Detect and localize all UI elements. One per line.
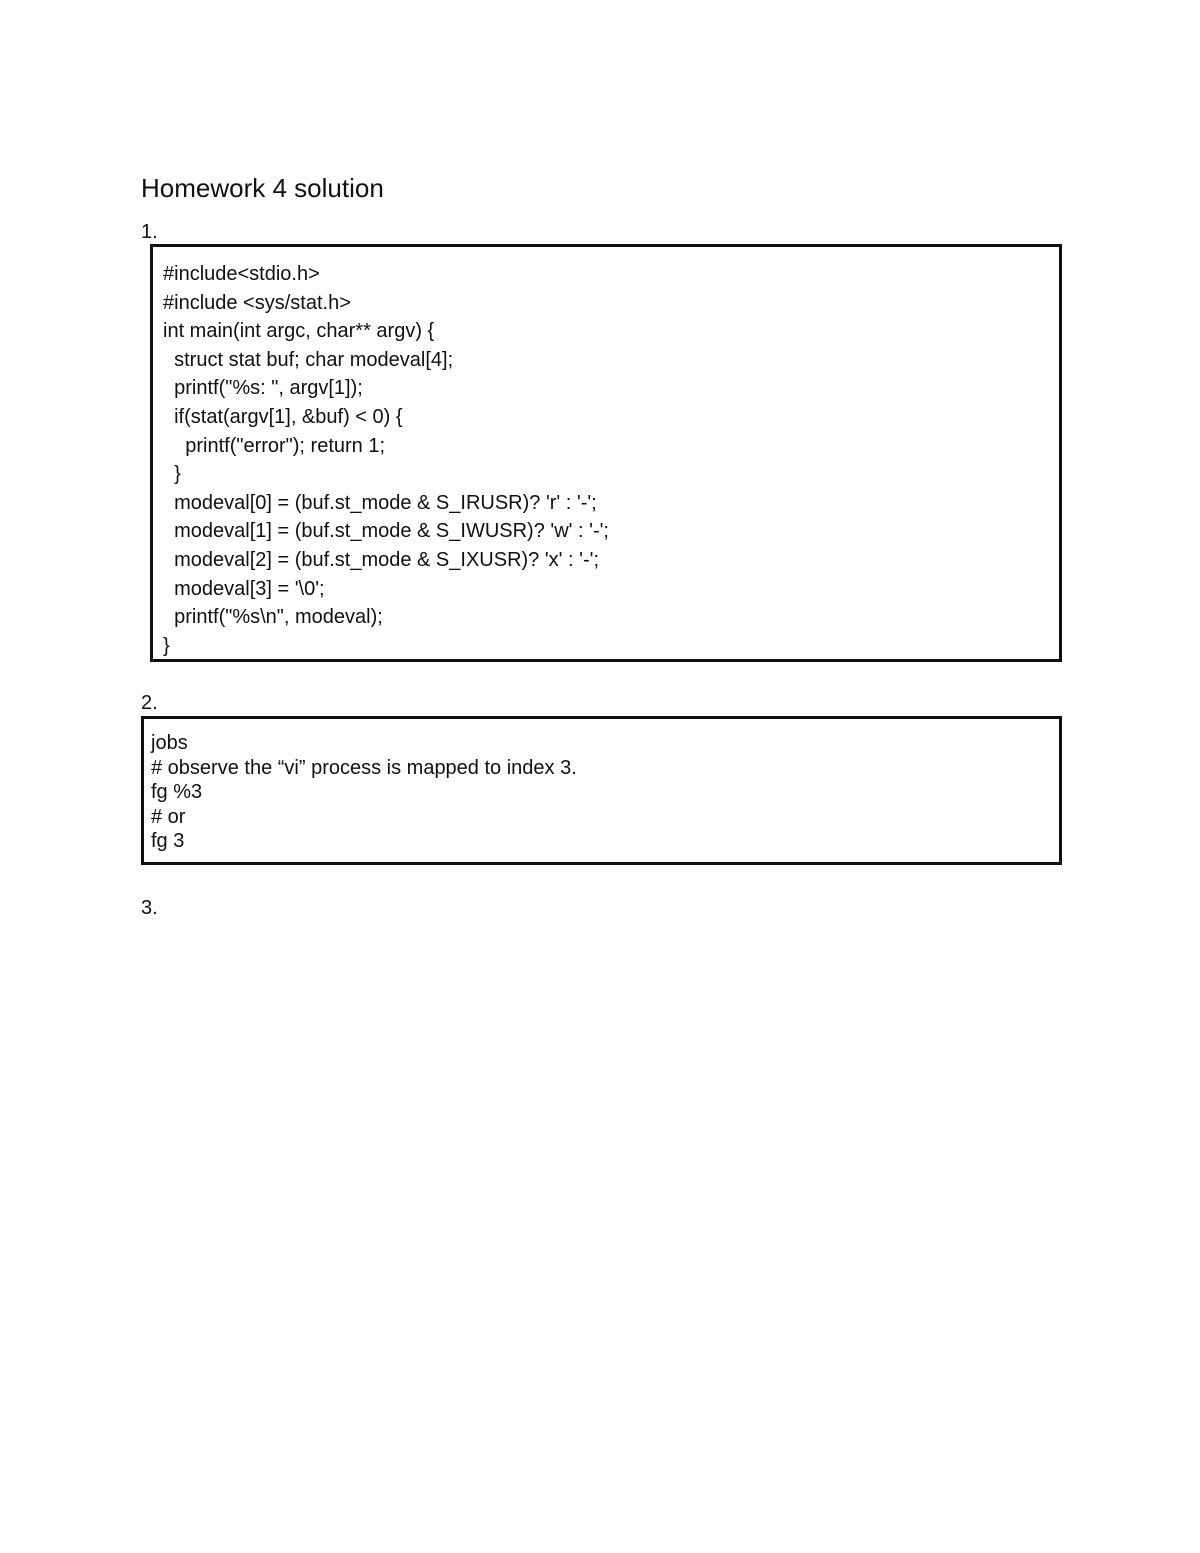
code-line: modeval[2] = (buf.st_mode & S_IXUSR)? 'x' : '-'; (163, 548, 600, 571)
code-line: jobs (151, 732, 188, 754)
code-line: printf("%s: ", argv[1]); (163, 377, 363, 400)
code-line: } (163, 463, 181, 486)
code-line: # observe the “vi” process is mapped to index 3. (151, 756, 577, 779)
code-line: printf("%s\n", modeval); (163, 606, 383, 629)
code-line: if(stat(argv[1], &buf) < 0) { (163, 405, 403, 428)
question-1-number: 1. (141, 221, 158, 243)
code-line: int main(int argc, char** argv) { (163, 320, 435, 343)
question-1-code-box (150, 244, 1062, 662)
code-line: modeval[0] = (buf.st_mode & S_IRUSR)? 'r' : '-'; (163, 491, 597, 514)
code-line: modeval[1] = (buf.st_mode & S_IWUSR)? 'w' : '-'; (163, 520, 609, 543)
code-line: modeval[3] = '\0'; (163, 577, 325, 600)
code-line: fg %3 (151, 781, 203, 804)
code-line: } (163, 634, 170, 657)
code-line: #include <sys/stat.h> (163, 291, 351, 314)
page-title: Homework 4 solution (141, 173, 384, 203)
code-line: struct stat buf; char modeval[4]; (163, 348, 454, 371)
code-line: # or (151, 805, 186, 828)
question-2-number: 2. (141, 692, 158, 714)
question-3-number: 3. (141, 897, 158, 919)
code-line: printf("error"); return 1; (163, 434, 386, 457)
code-line: fg 3 (151, 830, 185, 853)
question-2-code-box (141, 716, 1062, 865)
code-line: #include<stdio.h> (163, 263, 320, 285)
